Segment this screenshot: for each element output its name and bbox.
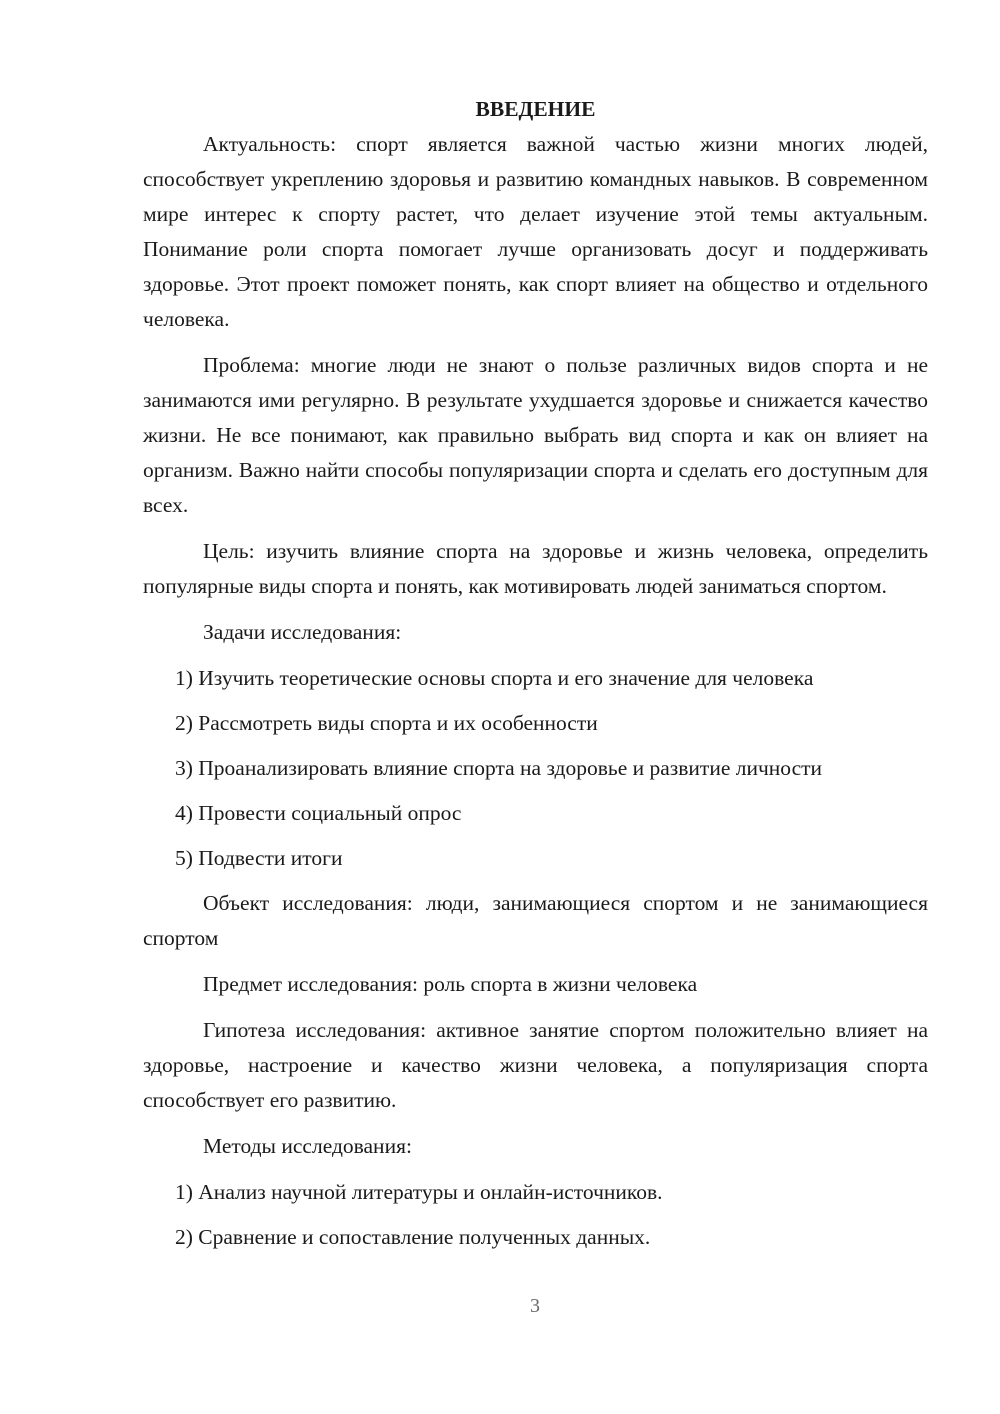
goal-paragraph: Цель: изучить влияние спорта на здоровье и жизнь человека, определить популярные виды спорта и понять, как мотивировать людей заниматься спортом. <box>143 539 928 598</box>
object-paragraph: Объект исследования: люди, занимающиеся спортом и не занимающиеся спортом <box>143 891 928 950</box>
page-content <box>143 92 928 1265</box>
methods-heading: Методы исследования: <box>203 1134 412 1158</box>
task-item: 2) Рассмотреть виды спорта и их особенности <box>175 711 598 735</box>
page-title: ВВЕДЕНИЕ <box>475 97 596 121</box>
hypothesis-paragraph: Гипотеза исследования: активное занятие спортом положительно влияет на здоровье, настроение и качество жизни человека, а популяризация спорта способствует его развитию. <box>143 1018 928 1112</box>
task-item: 1) Изучить теоретические основы спорта и его значение для человека <box>175 666 814 690</box>
subject-paragraph: Предмет исследования: роль спорта в жизни человека <box>203 972 698 996</box>
problem-paragraph: Проблема: многие люди не знают о пользе различных видов спорта и не занимаются ими регулярно. В результате ухудшается здоровье и снижается качество жизни. Не все понимают, как правильно выбрать вид спорта и как он влияет на организм. Важно найти способы популяризации спорта и сделать его доступным для всех. <box>143 353 928 517</box>
relevance-paragraph: Актуальность: спорт является важной частью жизни многих людей, способствует укреплению здоровья и развитию командных навыков. В современном мире интерес к спорту растет, что делает изучение этой темы актуальным. Понимание роли спорта помогает лучше организовать досуг и поддерживать здоровье. Этот проект поможет понять, как спорт влияет на общество и отдельного человека. <box>143 132 928 331</box>
tasks-heading: Задачи исследования: <box>203 620 402 644</box>
task-item: 4) Провести социальный опрос <box>175 801 462 825</box>
page-number: 3 <box>530 1295 540 1317</box>
task-item: 3) Проанализировать влияние спорта на здоровье и развитие личности <box>175 756 823 780</box>
method-item: 2) Сравнение и сопоставление полученных данных. <box>175 1225 651 1249</box>
method-item: 1) Анализ научной литературы и онлайн-источников. <box>175 1180 663 1204</box>
task-item: 5) Подвести итоги <box>175 846 343 870</box>
